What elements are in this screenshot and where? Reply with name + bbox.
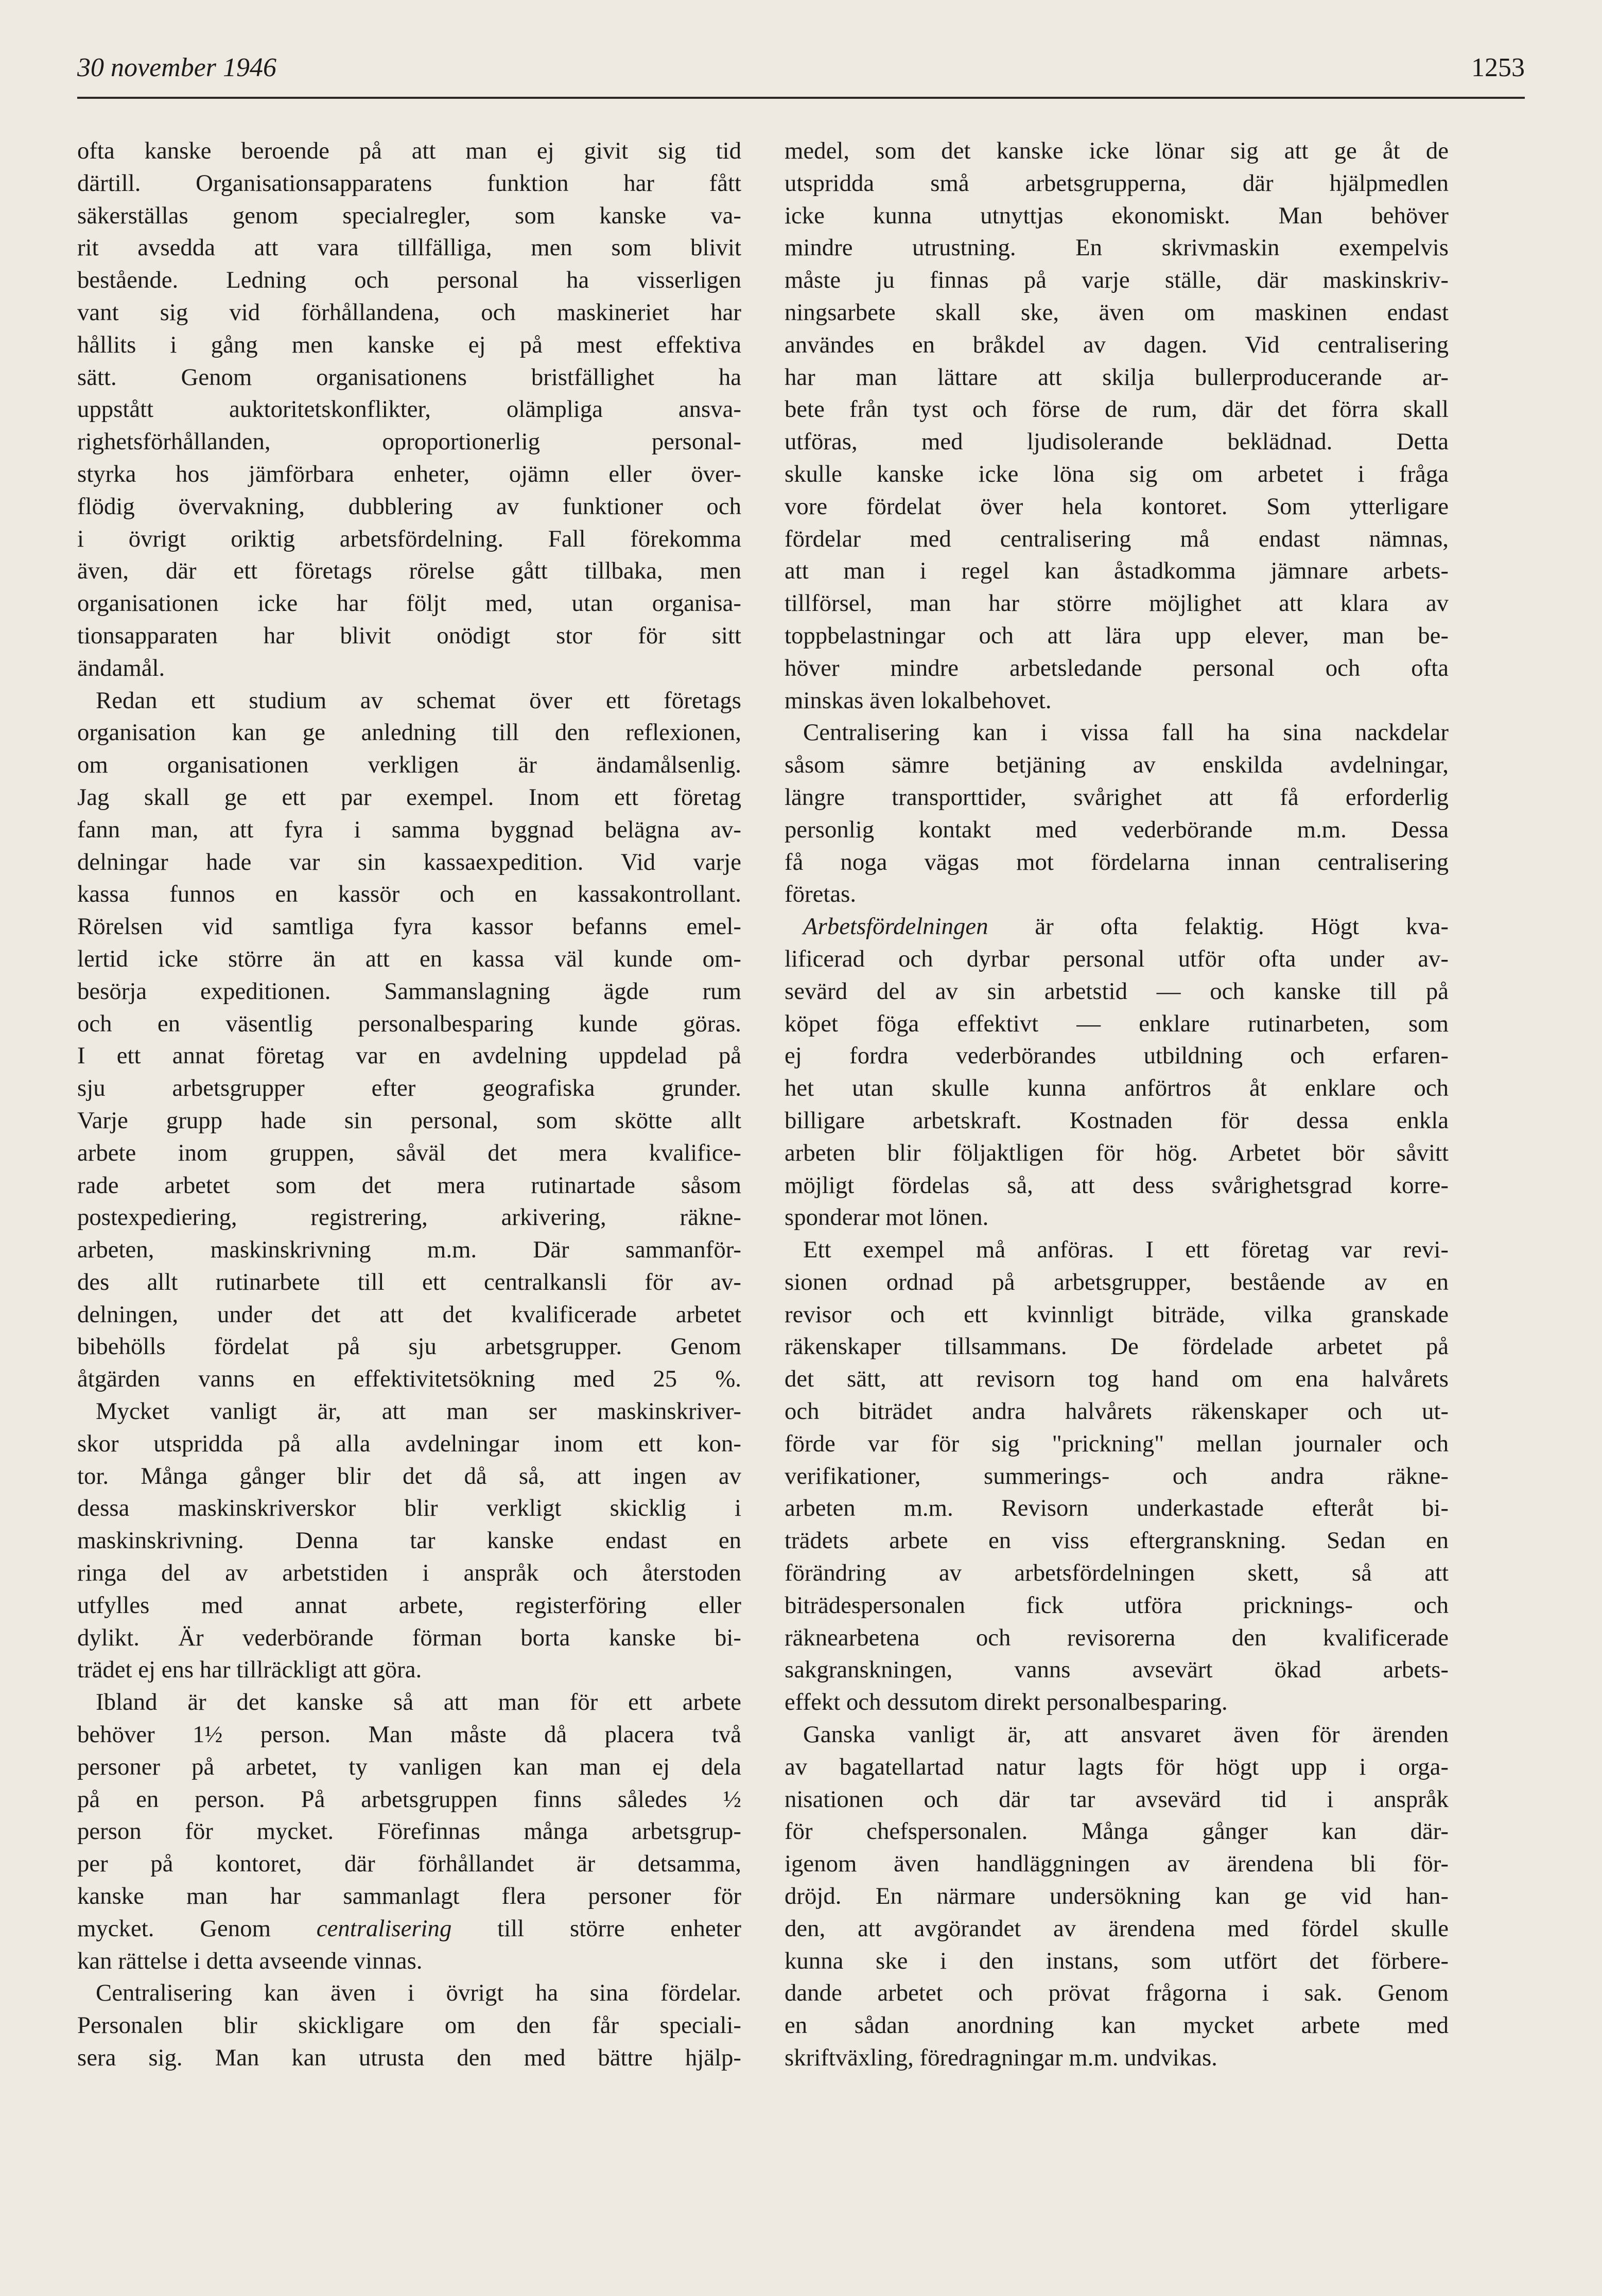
text-line: sätt. Genom organisationens bristfällighet ha <box>77 363 741 391</box>
left-text-column <box>77 135 741 2074</box>
text-line: ändamål. <box>77 654 165 681</box>
text-line: bestående. Ledning och personal ha visserligen <box>77 267 741 294</box>
text-line: vore fördelat över hela kontoret. Som ytterligare <box>785 493 1449 520</box>
text-line: längre transporttider, svårighet att få erforderlig <box>785 783 1449 811</box>
text-run: till större enheter <box>451 1915 741 1942</box>
text-line: arbeten, maskinskrivning m.m. Där sammanför- <box>77 1236 741 1264</box>
text-line: vant sig vid förhållandena, och maskineriet har <box>77 299 741 326</box>
text-run: mycket. Genom <box>77 1915 317 1942</box>
text-line: arbeten blir följaktligen för hög. Arbetet bör såvitt <box>785 1139 1449 1166</box>
text-line: utfylles med annat arbete, registerföring eller <box>77 1591 741 1619</box>
text-line: och en väsentlig personalbesparing kunde göras. <box>77 1010 741 1037</box>
text-line: I ett annat företag var en avdelning uppdelad på <box>77 1042 741 1070</box>
text-line <box>77 1913 741 1945</box>
text-line: lificerad och dyrbar personal utför ofta under av- <box>785 945 1449 972</box>
text-line: skor utspridda på alla avdelningar inom ett kon- <box>77 1430 741 1457</box>
text-line: rit avsedda att vara tillfälliga, men som blivit <box>77 234 741 261</box>
text-line: få noga vägas mot fördelarna innan centralisering <box>785 848 1449 875</box>
text-line: och biträdet andra halvårets räkenskaper och ut- <box>785 1398 1449 1425</box>
text-line: delningen, under det att det kvalificerade arbetet <box>77 1301 741 1328</box>
text-line: tionsapparaten har blivit onödigt stor för sitt <box>77 622 741 649</box>
text-line: höver mindre arbetsledande personal och ofta <box>785 654 1449 681</box>
italic-term: Arbetsfördelningen <box>803 913 988 940</box>
text-line: åtgärden vanns en effektivitetsökning med 25 %. <box>77 1365 741 1393</box>
text-line: delningar hade var sin kassaexpedition. Vid varje <box>77 848 741 875</box>
text-line: en sådan anordning kan mycket arbete med <box>785 2012 1449 2039</box>
page-number: 1253 <box>1471 53 1525 82</box>
text-line: för chefspersonalen. Många gånger kan där- <box>785 1818 1449 1845</box>
text-line: verifikationer, summerings- och andra räkne- <box>785 1462 1449 1489</box>
text-line: säkerställas genom specialregler, som kanske va- <box>77 202 741 229</box>
text-line: köpet föga effektivt — enklare rutinarbeten, som <box>785 1010 1449 1037</box>
text-line: igenom även handläggningen av ärendena bli för- <box>785 1850 1449 1878</box>
text-line: fann man, att fyra i samma byggnad belägna av- <box>77 816 741 843</box>
text-line: Mycket vanligt är, att man ser maskinskriver- <box>96 1398 741 1425</box>
text-line: tor. Många gånger blir det då så, att ingen av <box>77 1462 741 1489</box>
text-line: utspridda små arbetsgrupperna, där hjälpmedlen <box>785 169 1449 197</box>
text-line: styrka hos jämförbara enheter, ojämn eller över- <box>77 460 741 487</box>
text-line: fördelar med centralisering må endast nämnas, <box>785 525 1449 552</box>
text-line: effekt och dessutom direkt personalbesparing. <box>785 1689 1228 1716</box>
text-line: maskinskrivning. Denna tar kanske endast en <box>77 1527 741 1554</box>
text-line: förändring av arbetsfördelningen skett, så att <box>785 1559 1449 1587</box>
text-line: des allt rutinarbete till ett centralkansli för av- <box>77 1268 741 1295</box>
text-line: Ganska vanligt är, att ansvaret även för ärenden <box>803 1721 1449 1748</box>
text-line: företas. <box>785 881 857 908</box>
text-line: besörja expeditionen. Sammanslagning ägde rum <box>77 977 741 1005</box>
text-line: bete från tyst och förse de rum, där det förra skall <box>785 396 1449 423</box>
italic-term: centralisering <box>316 1915 452 1942</box>
text-line: måste ju finnas på varje ställe, där maskinskriv- <box>785 267 1449 294</box>
text-line: sevärd del av sin arbetstid — och kanske till på <box>785 977 1449 1005</box>
text-line: sponderar mot lönen. <box>785 1204 989 1231</box>
text-run: är ofta felaktig. Högt kva- <box>988 913 1449 940</box>
text-line: organisation kan ge anledning till den reflexionen, <box>77 719 741 746</box>
text-line: dessa maskinskriverskor blir verkligt skicklig i <box>77 1495 741 1522</box>
text-line: Jag skall ge ett par exempel. Inom ett företag <box>77 783 741 811</box>
text-line: tillförsel, man har större möjlighet att klara av <box>785 590 1449 617</box>
text-line: Centralisering kan även i övrigt ha sina fördelar. <box>96 1979 741 2007</box>
text-line: flödig övervakning, dubblering av funktioner och <box>77 493 741 520</box>
text-line: het utan skulle kunna anförtros åt enklare och <box>785 1075 1449 1102</box>
text-line: trädet ej ens har tillräckligt att göra. <box>77 1656 422 1684</box>
text-line: ej fordra vederbörandes utbildning och erfaren- <box>785 1042 1449 1070</box>
text-line: icke kunna utnyttjas ekonomiskt. Man behöver <box>785 202 1449 229</box>
text-line: möjligt fördelas så, att dess svårighetsgrad korre- <box>785 1171 1449 1199</box>
text-line: om organisationen verkligen är ändamålsenlig. <box>77 751 741 779</box>
text-line: sionen ordnad på arbetsgrupper, bestående av en <box>785 1268 1449 1295</box>
text-line: räkenskaper tillsammans. De fördelade arbetet på <box>785 1333 1449 1360</box>
text-line: rade arbetet som det mera rutinartade såsom <box>77 1171 741 1199</box>
text-line: såsom sämre betjäning av enskilda avdelningar, <box>785 751 1449 779</box>
text-line: kunna ske i den instans, som utfört det förbere- <box>785 1947 1449 1974</box>
text-line: arbeten m.m. Revisorn underkastade efteråt bi- <box>785 1495 1449 1522</box>
text-line: dylikt. Är vederbörande förman borta kanske bi- <box>77 1624 741 1651</box>
text-line: ringa del av arbetstiden i anspråk och återstoden <box>77 1559 741 1587</box>
text-line: sju arbetsgrupper efter geografiska grunder. <box>77 1075 741 1102</box>
text-line: person för mycket. Förefinnas många arbetsgrup- <box>77 1818 741 1845</box>
text-line: toppbelastningar och att lära upp elever, man be- <box>785 622 1449 649</box>
text-line: kanske man har sammanlagt flera personer för <box>77 1883 741 1910</box>
text-line: uppstått auktoritetskonflikter, olämpliga ansva- <box>77 396 741 423</box>
text-line: Redan ett studium av schemat över ett företags <box>96 687 741 714</box>
text-line: även, där ett företags rörelse gått tillbaka, men <box>77 557 741 585</box>
text-line: sera sig. Man kan utrusta den med bättre hjälp- <box>77 2044 741 2072</box>
header-date: 30 november 1946 <box>77 53 277 82</box>
text-line: dröjd. En närmare undersökning kan ge vid han- <box>785 1883 1449 1910</box>
text-line: behöver 1½ person. Man måste då placera två <box>77 1721 741 1748</box>
text-line: nisationen och där tar avsevärd tid i anspråk <box>785 1785 1449 1813</box>
text-line: personer på arbetet, ty vanligen kan man ej dela <box>77 1753 741 1780</box>
text-line: trädets arbete en viss eftergranskning. Sedan en <box>785 1527 1449 1554</box>
text-line <box>785 910 1449 943</box>
text-line: biträdespersonalen fick utföra pricknings- och <box>785 1591 1449 1619</box>
text-line: det sätt, att revisorn tog hand om ena halvårets <box>785 1365 1449 1393</box>
text-line: righetsförhållanden, oproportionerlig personal- <box>77 428 741 455</box>
text-line: per på kontoret, där förhållandet är detsamma, <box>77 1850 741 1878</box>
text-line: postexpediering, registrering, arkivering, räkne- <box>77 1204 741 1231</box>
text-line: på en person. På arbetsgruppen finns således ½ <box>77 1785 741 1813</box>
text-line: att man i regel kan åstadkomma jämnare arbets- <box>785 557 1449 585</box>
text-line: den, att avgörandet av ärendena med fördel skulle <box>785 1915 1449 1942</box>
text-line: minskas även lokalbehovet. <box>785 687 1052 714</box>
text-line: ofta kanske beroende på att man ej givit sig tid <box>77 137 741 164</box>
text-line: Rörelsen vid samtliga fyra kassor befanns emel- <box>77 913 741 940</box>
text-line: ningsarbete skall ske, även om maskinen endast <box>785 299 1449 326</box>
text-line: medel, som det kanske icke lönar sig att ge åt de <box>785 137 1449 164</box>
right-text-column <box>785 135 1449 2074</box>
text-line: skriftväxling, föredragningar m.m. undvikas. <box>785 2044 1217 2072</box>
text-line: kan rättelse i detta avseende vinnas. <box>77 1947 423 1974</box>
text-line: lertid icke större än att en kassa väl kunde om- <box>77 945 741 972</box>
text-line: av bagatellartad natur lagts för högt upp i orga- <box>785 1753 1449 1780</box>
text-line: förde var för sig "prickning" mellan journaler och <box>785 1430 1449 1457</box>
text-line: Varje grupp hade sin personal, som skötte allt <box>77 1107 741 1134</box>
text-line: Centralisering kan i vissa fall ha sina nackdelar <box>803 719 1449 746</box>
text-line: personlig kontakt med vederbörande m.m. Dessa <box>785 816 1449 843</box>
text-line: Personalen blir skickligare om den får speciali- <box>77 2012 741 2039</box>
text-line: bibehölls fördelat på sju arbetsgrupper. Genom <box>77 1333 741 1360</box>
text-line: Ibland är det kanske så att man för ett arbete <box>96 1689 741 1716</box>
text-line: Ett exempel må anföras. I ett företag var revi- <box>803 1236 1449 1264</box>
text-line: dande arbetet och prövat frågorna i sak. Genom <box>785 1979 1449 2007</box>
text-line: i övrigt oriktig arbetsfördelning. Fall förekomma <box>77 525 741 552</box>
text-line: kassa funnos en kassör och en kassakontrollant. <box>77 881 741 908</box>
text-line: organisationen icke har följt med, utan organisa- <box>77 590 741 617</box>
text-line: arbete inom gruppen, såväl det mera kvalifice- <box>77 1139 741 1166</box>
text-line: har man lättare att skilja bullerproducerande ar- <box>785 363 1449 391</box>
text-line: användes en bråkdel av dagen. Vid centralisering <box>785 331 1449 358</box>
text-line: mindre utrustning. En skrivmaskin exempelvis <box>785 234 1449 261</box>
text-line: därtill. Organisationsapparatens funktion har fått <box>77 169 741 197</box>
text-line: revisor och ett kvinnligt biträde, vilka granskade <box>785 1301 1449 1328</box>
text-line: hållits i gång men kanske ej på mest effektiva <box>77 331 741 358</box>
page-header <box>77 47 1525 99</box>
text-line: räknearbetena och revisorerna den kvalificerade <box>785 1624 1449 1651</box>
text-line: skulle kanske icke löna sig om arbetet i fråga <box>785 460 1449 487</box>
text-line: utföras, med ljudisolerande beklädnad. Detta <box>785 428 1449 455</box>
text-line: billigare arbetskraft. Kostnaden för dessa enkla <box>785 1107 1449 1134</box>
text-line: sakgranskningen, vanns avsevärt ökad arbets- <box>785 1656 1449 1684</box>
